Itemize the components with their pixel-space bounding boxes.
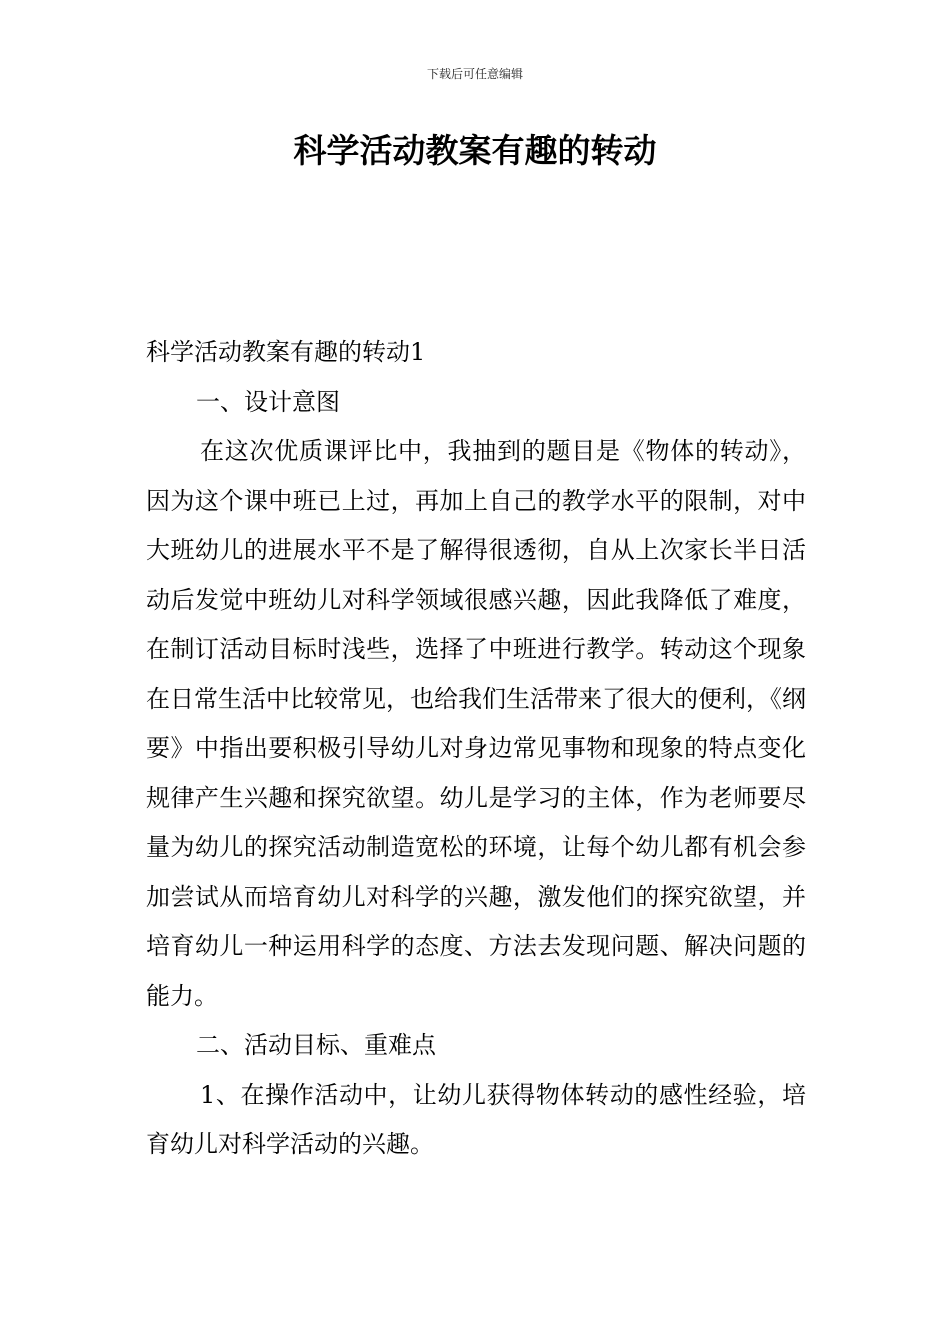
section-heading-design-intent: 一、设计意图 — [196, 387, 340, 416]
document-title: 科学活动教案有趣的转动 — [293, 131, 657, 170]
document-subtitle: 科学活动教案有趣的转动1 — [146, 338, 426, 366]
document-body — [146, 328, 806, 1170]
header-note: 下载后可任意编辑 — [426, 67, 523, 81]
paragraph-goal-1: 1、在操作活动中，让幼儿获得物体转动的感性经验，培育幼儿对科学活动的兴趣。 — [146, 1080, 806, 1158]
paragraph-design-intent: 在这次优质课评比中，我抽到的题目是《物体的转动》，因为这个课中班已上过，再加上自己的教学水平的限制，对中大班幼儿的进展水平不是了解得很透彻，自从上次家长半日活动后发觉中班幼儿对科学领域很感兴趣，因此我降低了难度，在制订活动目标时浅些，选择了中班进行教学。转动这个现象在日常生活中比较常见，也给我们生活带来了很大的便利，《纲要》中指出要积极引导幼儿对身边常见事物和现象的特点变化规律产生兴趣和探究欲望。幼儿是学习的主体，作为老师要尽量为幼儿的探究活动制造宽松的环境，让每个幼儿都有机会参加尝试从而培育幼儿对科学的兴趣，激发他们的探究欲望，并培育幼儿一种运用科学的态度、方法去发现问题、解决问题的能力。 — [146, 437, 806, 1010]
section-heading-goals: 二、活动目标、重难点 — [196, 1031, 436, 1059]
